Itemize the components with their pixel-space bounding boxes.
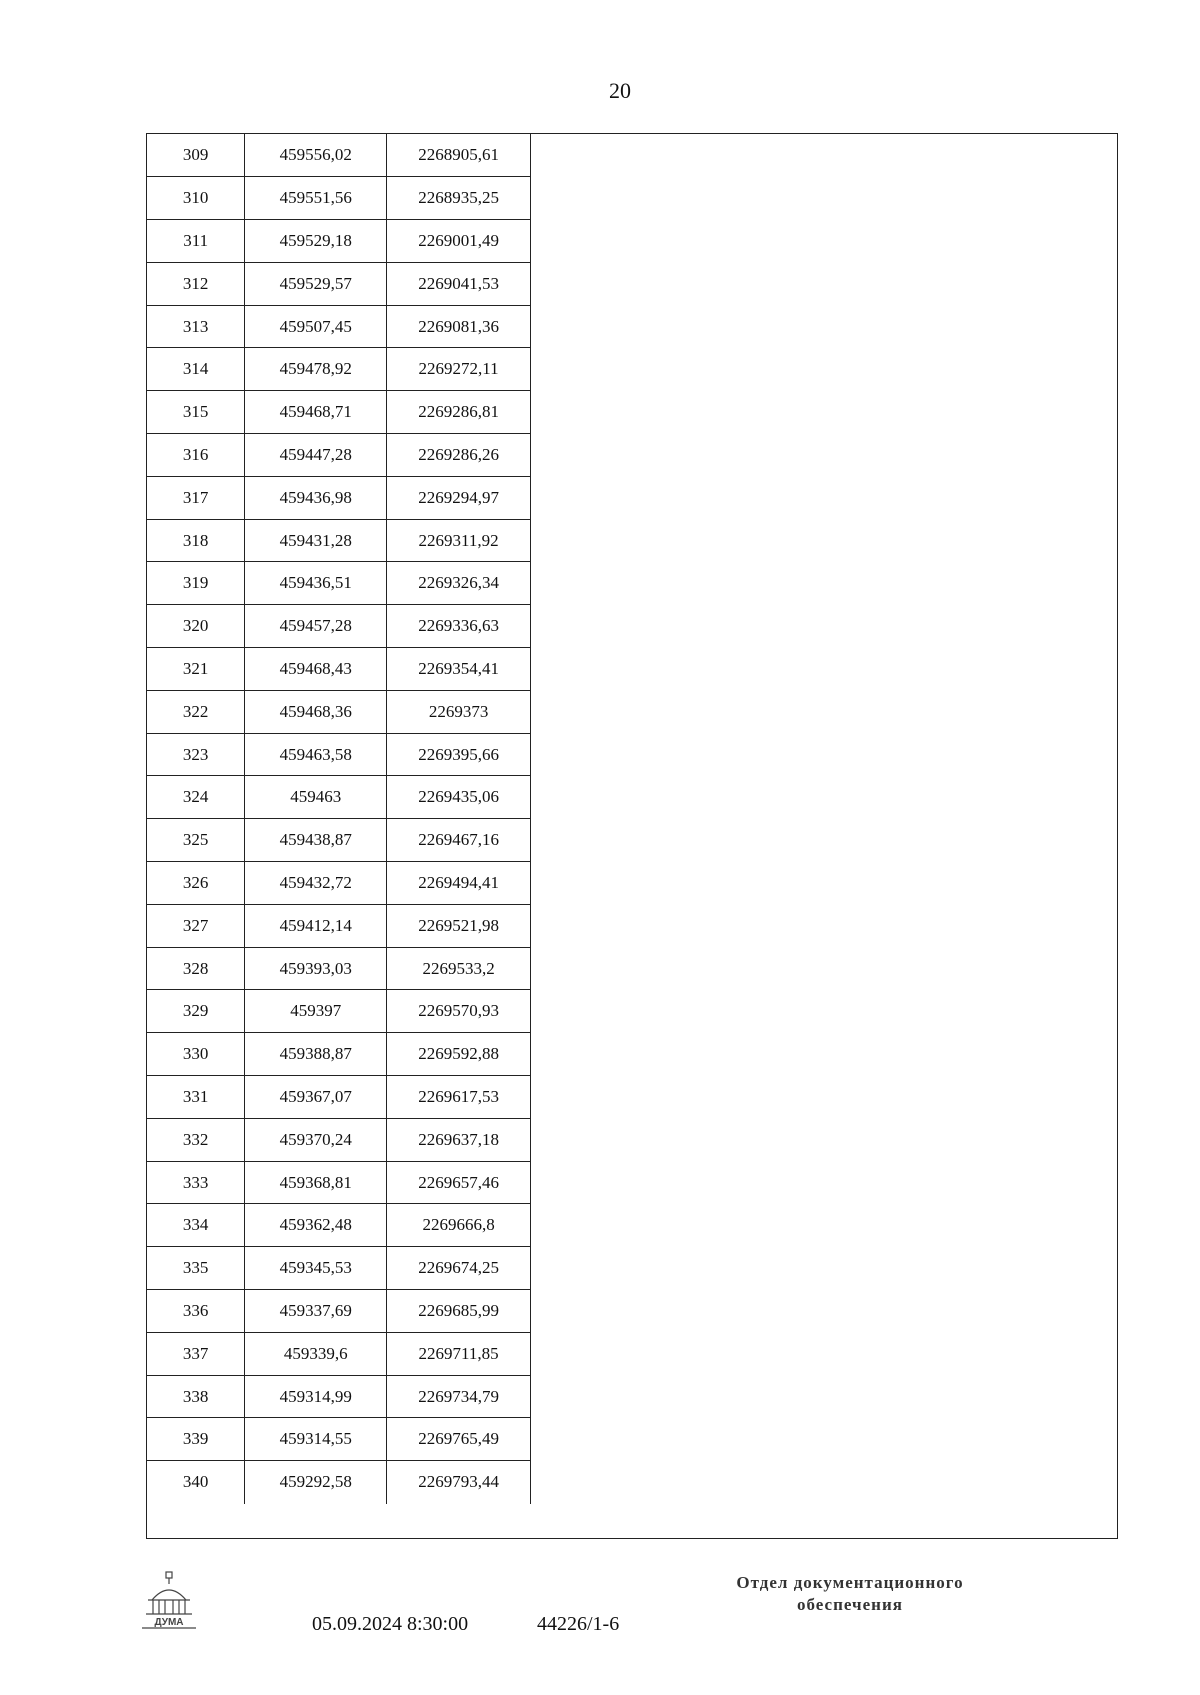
table-row xyxy=(147,1161,531,1204)
x-coordinate-cell: 459529,57 xyxy=(245,262,387,305)
x-coordinate-cell: 459393,03 xyxy=(245,947,387,990)
x-coordinate-cell: 459438,87 xyxy=(245,819,387,862)
y-coordinate-cell: 2269286,81 xyxy=(387,391,531,434)
table-row xyxy=(147,862,531,905)
point-number-cell: 331 xyxy=(147,1076,245,1119)
table-row xyxy=(147,134,531,177)
y-coordinate-cell: 2269734,79 xyxy=(387,1375,531,1418)
y-coordinate-cell: 2269617,53 xyxy=(387,1076,531,1119)
y-coordinate-cell: 2269001,49 xyxy=(387,220,531,263)
point-number-cell: 332 xyxy=(147,1118,245,1161)
footer-date: 05.09.2024 8:30:00 xyxy=(312,1613,469,1635)
y-coordinate-cell: 2269765,49 xyxy=(387,1418,531,1461)
point-number-cell: 311 xyxy=(147,220,245,263)
y-coordinate-cell: 2269354,41 xyxy=(387,648,531,691)
point-number-cell: 314 xyxy=(147,348,245,391)
y-coordinate-cell: 2269674,25 xyxy=(387,1247,531,1290)
table-row xyxy=(147,733,531,776)
table-row xyxy=(147,305,531,348)
point-number-cell: 316 xyxy=(147,434,245,477)
point-number-cell: 324 xyxy=(147,776,245,819)
point-number-cell: 327 xyxy=(147,904,245,947)
x-coordinate-cell: 459314,55 xyxy=(245,1418,387,1461)
point-number-cell: 338 xyxy=(147,1375,245,1418)
point-number-cell: 336 xyxy=(147,1290,245,1333)
x-coordinate-cell: 459362,48 xyxy=(245,1204,387,1247)
y-coordinate-cell: 2269395,66 xyxy=(387,733,531,776)
y-coordinate-cell: 2268935,25 xyxy=(387,177,531,220)
table-row xyxy=(147,776,531,819)
table-row xyxy=(147,648,531,691)
x-coordinate-cell: 459412,14 xyxy=(245,904,387,947)
point-number-cell: 319 xyxy=(147,562,245,605)
table-row xyxy=(147,562,531,605)
table-row xyxy=(147,177,531,220)
coordinates-table-body xyxy=(147,134,531,1504)
point-number-cell: 334 xyxy=(147,1204,245,1247)
y-coordinate-cell: 2269435,06 xyxy=(387,776,531,819)
x-coordinate-cell: 459468,71 xyxy=(245,391,387,434)
table-row xyxy=(147,1418,531,1461)
x-coordinate-cell: 459368,81 xyxy=(245,1161,387,1204)
point-number-cell: 315 xyxy=(147,391,245,434)
x-coordinate-cell: 459463 xyxy=(245,776,387,819)
x-coordinate-cell: 459436,51 xyxy=(245,562,387,605)
x-coordinate-cell: 459447,28 xyxy=(245,434,387,477)
x-coordinate-cell: 459436,98 xyxy=(245,476,387,519)
y-coordinate-cell: 2269294,97 xyxy=(387,476,531,519)
point-number-cell: 312 xyxy=(147,262,245,305)
footer-department-line2: обеспечения xyxy=(797,1595,903,1614)
point-number-cell: 313 xyxy=(147,305,245,348)
point-number-cell: 323 xyxy=(147,733,245,776)
point-number-cell: 339 xyxy=(147,1418,245,1461)
logo-text: ДУМА xyxy=(154,1617,184,1628)
x-coordinate-cell: 459292,58 xyxy=(245,1461,387,1504)
table-row xyxy=(147,819,531,862)
table-row xyxy=(147,990,531,1033)
x-coordinate-cell: 459431,28 xyxy=(245,519,387,562)
table-row xyxy=(147,262,531,305)
y-coordinate-cell: 2269311,92 xyxy=(387,519,531,562)
footer-department xyxy=(700,1572,1000,1616)
point-number-cell: 340 xyxy=(147,1461,245,1504)
point-number-cell: 317 xyxy=(147,476,245,519)
table-row xyxy=(147,1247,531,1290)
x-coordinate-cell: 459388,87 xyxy=(245,1033,387,1076)
x-coordinate-cell: 459370,24 xyxy=(245,1118,387,1161)
y-coordinate-cell: 2269373 xyxy=(387,690,531,733)
table-row xyxy=(147,519,531,562)
y-coordinate-cell: 2269041,53 xyxy=(387,262,531,305)
x-coordinate-cell: 459468,36 xyxy=(245,690,387,733)
point-number-cell: 328 xyxy=(147,947,245,990)
table-row xyxy=(147,220,531,263)
y-coordinate-cell: 2269666,8 xyxy=(387,1204,531,1247)
x-coordinate-cell: 459478,92 xyxy=(245,348,387,391)
table-row xyxy=(147,1332,531,1375)
x-coordinate-cell: 459529,18 xyxy=(245,220,387,263)
y-coordinate-cell: 2269711,85 xyxy=(387,1332,531,1375)
table-row xyxy=(147,434,531,477)
table-row xyxy=(147,476,531,519)
table-row xyxy=(147,605,531,648)
x-coordinate-cell: 459367,07 xyxy=(245,1076,387,1119)
table-row xyxy=(147,1375,531,1418)
x-coordinate-cell: 459314,99 xyxy=(245,1375,387,1418)
footer-document-number: 44226/1-6 xyxy=(537,1613,620,1635)
y-coordinate-cell: 2269326,34 xyxy=(387,562,531,605)
x-coordinate-cell: 459507,45 xyxy=(245,305,387,348)
table-row xyxy=(147,1461,531,1504)
x-coordinate-cell: 459339,6 xyxy=(245,1332,387,1375)
point-number-cell: 329 xyxy=(147,990,245,1033)
point-number-cell: 326 xyxy=(147,862,245,905)
table-row xyxy=(147,1033,531,1076)
table-row xyxy=(147,391,531,434)
point-number-cell: 318 xyxy=(147,519,245,562)
point-number-cell: 330 xyxy=(147,1033,245,1076)
x-coordinate-cell: 459556,02 xyxy=(245,134,387,177)
x-coordinate-cell: 459345,53 xyxy=(245,1247,387,1290)
x-coordinate-cell: 459468,43 xyxy=(245,648,387,691)
point-number-cell: 310 xyxy=(147,177,245,220)
table-row xyxy=(147,348,531,391)
point-number-cell: 333 xyxy=(147,1161,245,1204)
y-coordinate-cell: 2269467,16 xyxy=(387,819,531,862)
point-number-cell: 321 xyxy=(147,648,245,691)
point-number-cell: 309 xyxy=(147,134,245,177)
table-row xyxy=(147,1204,531,1247)
coordinates-table-frame xyxy=(146,133,1118,1539)
y-coordinate-cell: 2269793,44 xyxy=(387,1461,531,1504)
table-row xyxy=(147,1118,531,1161)
point-number-cell: 325 xyxy=(147,819,245,862)
x-coordinate-cell: 459397 xyxy=(245,990,387,1033)
y-coordinate-cell: 2269336,63 xyxy=(387,605,531,648)
x-coordinate-cell: 459337,69 xyxy=(245,1290,387,1333)
y-coordinate-cell: 2269286,26 xyxy=(387,434,531,477)
point-number-cell: 322 xyxy=(147,690,245,733)
table-row xyxy=(147,947,531,990)
y-coordinate-cell: 2269272,11 xyxy=(387,348,531,391)
table-row xyxy=(147,904,531,947)
x-coordinate-cell: 459457,28 xyxy=(245,605,387,648)
y-coordinate-cell: 2269657,46 xyxy=(387,1161,531,1204)
y-coordinate-cell: 2269570,93 xyxy=(387,990,531,1033)
table-row xyxy=(147,690,531,733)
footer-department-line1: Отдел документационного xyxy=(736,1573,964,1592)
point-number-cell: 335 xyxy=(147,1247,245,1290)
duma-logo-icon xyxy=(140,1570,198,1632)
table-row xyxy=(147,1290,531,1333)
y-coordinate-cell: 2269637,18 xyxy=(387,1118,531,1161)
y-coordinate-cell: 2269081,36 xyxy=(387,305,531,348)
point-number-cell: 320 xyxy=(147,605,245,648)
coordinates-table xyxy=(147,134,531,1504)
y-coordinate-cell: 2269685,99 xyxy=(387,1290,531,1333)
y-coordinate-cell: 2269592,88 xyxy=(387,1033,531,1076)
point-number-cell: 337 xyxy=(147,1332,245,1375)
x-coordinate-cell: 459432,72 xyxy=(245,862,387,905)
page-number: 20 xyxy=(609,78,631,103)
y-coordinate-cell: 2269494,41 xyxy=(387,862,531,905)
y-coordinate-cell: 2269521,98 xyxy=(387,904,531,947)
y-coordinate-cell: 2268905,61 xyxy=(387,134,531,177)
x-coordinate-cell: 459463,58 xyxy=(245,733,387,776)
table-row xyxy=(147,1076,531,1119)
x-coordinate-cell: 459551,56 xyxy=(245,177,387,220)
y-coordinate-cell: 2269533,2 xyxy=(387,947,531,990)
